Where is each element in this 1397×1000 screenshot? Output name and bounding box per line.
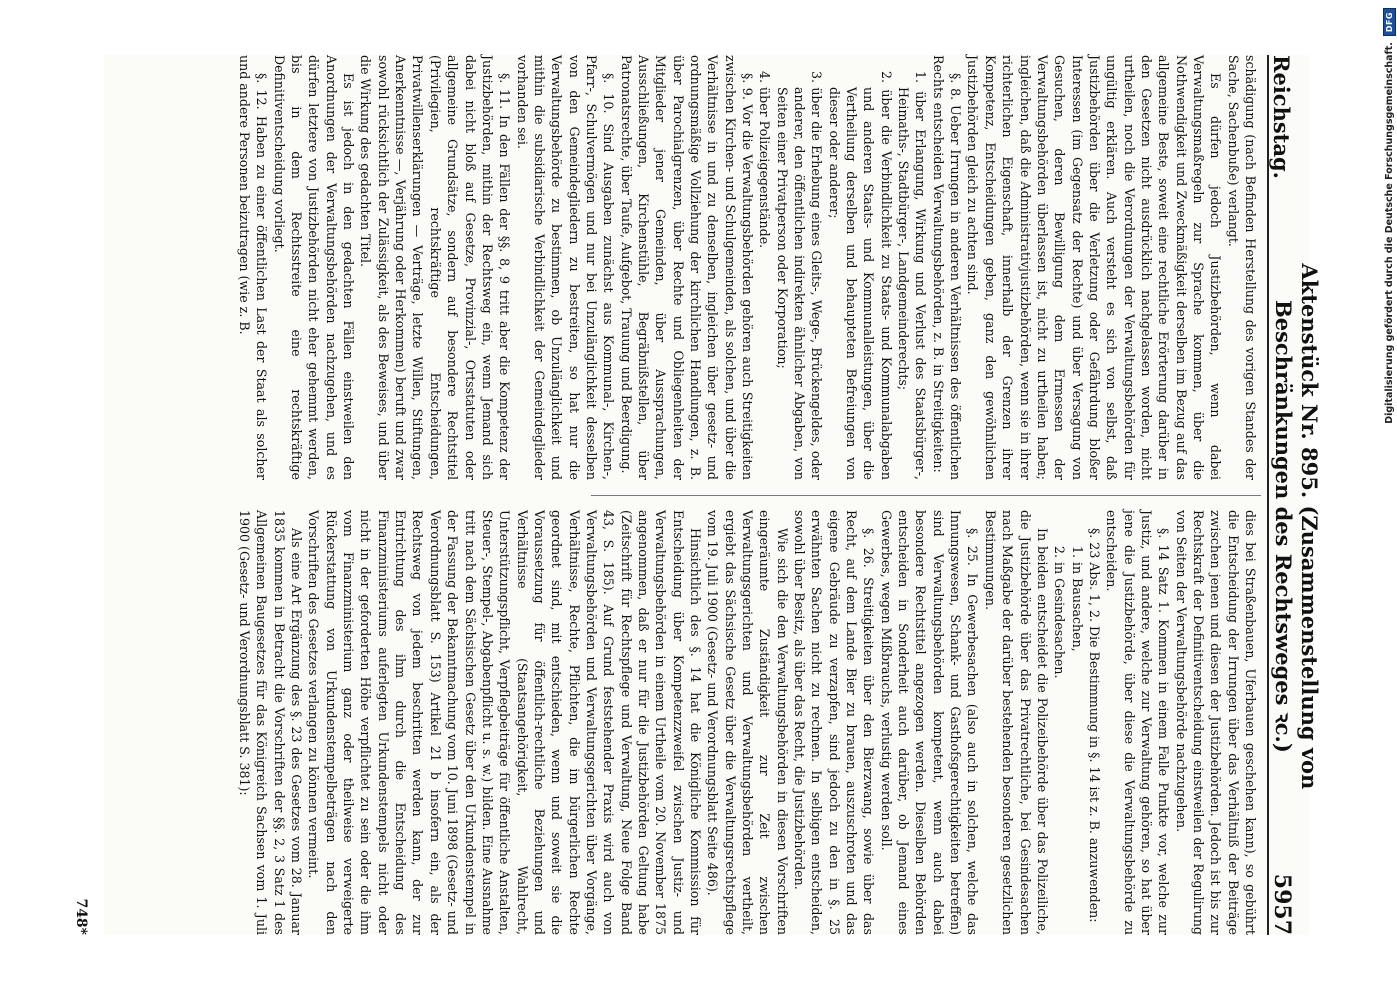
left-column [236, 55, 1259, 480]
paragraph: §. 26. Streitigkeiten über den Bierzwang, sowie über das Recht, auf dem Lande Bier zu brauen, auszuschroten und das eigene Gebräude zu verzapfen, sind jedoch zu den in §. 25 erwähnten Sachen nicht zu rechnen. In selbigen entscheiden, sowohl über Besitz, als über das Recht, die Justizbehörden. [792, 510, 877, 935]
dfg-logo: DFG [1383, 8, 1396, 36]
digitization-note [1382, 8, 1396, 992]
paragraph: In beiden entscheidet die Polizeibehörde über das Polizeiliche, die Justizbehörde über das Privatrechtliche, bei Gesindesachen nach Maßgabe der darüber bestehenden besonderen gesetzlichen Bestimmungen. [982, 510, 1050, 935]
paragraph: Es dürfen jedoch Justizbehörden, wenn dabei Verwaltungsmaßregeln zur Sprache kommen, über die Nothwendigkeit und Zweckmäßigkeit derselben im Bezug auf das allgemeine Beste, soweit eine rechtliche Erörterung darüber in den Gesetzen nicht ausdrücklich nachgelassen worden, nicht urtheilen, noch die Verordnungen der Verwaltungsbehörden für ungültig erklären. Auch versteht es sich von selbst, daß Justizbehörden über die Verletzung oder Gefährdung bloßer Interessen (im Gegensatz der Rechte) und über Versagung von Gesuchen, deren Bewilligung dem Ermessen der Verwaltungsbehörden überlassen ist, nicht zu urtheilen haben; ingleichen, daß die Administrativjustizbehörden, wenn sie in ihrer richterlichen Eigenschaft, innerhalb der Grenzen ihrer Kompetenz, Entscheidungen geben, ganz den gewöhnlichen Justizbehörden gleich zu achten sind. [965, 55, 1224, 480]
page-signature-mark: 748* [73, 898, 89, 935]
paragraph: §. 10. Sind Ausgaben zunächst aus Kommunal-, Kirchen-, Pfarr-, Schulvermögen und nur bei Unzulänglichkeit desselben von den Gemeindegliedern zu bestreiten, so hat nur die Verwaltungsbehörde zu bestimmen, ob Unzulänglichkeit und mithin die subsidiarische Verbindlichkeit der Gemeindeglieder vorhanden sei. [514, 55, 617, 480]
paragraph: Es ist jedoch in den gedachten Fällen einstweilen den Anordnungen der Verwaltungsbehörden nachzugehen, und es dürfen letztere von Justizbehörden nicht eher gehemmt werden, bis in dem Rechtsstreite eine rechtskräftige Definitiventscheidung vorliegt. [271, 55, 357, 480]
list-item: 3. über die Erhebung eines Gleits-, Wege-, Brückengeldes, oder anderer, den öffentlichen indirekten ähnlicher Abgaben, von Seiten einer Privatperson oder Korporation; [774, 71, 825, 480]
digitization-note-text: Digitalisierung gefördert durch die Deutsche Forschungsgemeinschaft. [1383, 42, 1395, 424]
paragraph: §. 9. Vor die Verwaltungsbehörden gehören auch Streitigkeiten zwischen Kirchen- und Schulgemeinden, als solchen, und über die Verhältnisse in und zu denselben, ingleichen über gesetz- und ordnungsmäßige Vollziehung der kirchlichen Handlungen, z. B. über Parochialgrenzen, über Rechte und Obliegenheiten der Mitglieder jener Gemeinden, über Aussprachungen, Ausschließungen, Kirchenstühle, Begräbnißstellen, über Patronatsrechte, über Taufe, Aufgebot, Trauung und Beerdigung. [618, 55, 756, 480]
list-item: 2. über die Verbindlichkeit zu Staats- und Kommunalabgaben und anderen Staats- und Kommunalleistungen, über die Vertheilung derselben und behaupteten Befreiungen von dieser oder anderer; [826, 71, 894, 480]
paragraph: dies bei Straßenbauen, Uferbauen geschehen kann), so gebührt die Entscheidung der Irrungen über das Verhältniß der Beiträge zwischen jenen und diesen der Justizbehörden. Jedoch ist bis zur Rechtskraft der Definitiventscheidung einstweilen der Regulirung von Seiten der Verwaltungsbehörde nachzugehen. [1173, 510, 1258, 935]
paragraph: §. 23 Abs. 1, 2. Die Bestimmung in §. 14 ist z. B. anzuwenden: [1086, 528, 1102, 923]
list-item: 2. in Gesindesachen. [1052, 546, 1068, 679]
list-item: 1. in Bausachen, [1069, 546, 1085, 652]
paragraph: Hinsichtlich des §. 14 hat die Königliche Kommission für Entscheidung über Kompetenzzweifel zwischen Justiz- und Verwaltungsbehörden in einem Urtheile vom 20. November 1875 angenommen, daß er nur für die Justizbehörden Geltung habe (Zeitschrift für Rechtspflege und Verwaltung, Neue Folge Band 43, S. 185). Auf Grund feststehender Praxis wird auch von Verwaltungsbehörden und Verwaltungsgerichten über Vorgänge, Verhältnisse, Rechte, Pflichten, die im bürgerlichen Rechte geordnet sind, mit entschieden, wenn und soweit sie die Voraussetzung für öffentlich-rechtliche Beziehungen und Verhältnisse (Staatsangehörigkeit, Wahlrecht, Unterstützungspflicht, Verpflegbeiträge für öffentliche Anstalten, Steuer-, Stempel-, Abgabenpflicht u. s. w.) bilden. Eine Ausnahme tritt nach dem Sächsischen Gesetz über den Urkundenstempel in der Fassung der Bekanntmachung vom 10. Juni 1898 (Gesetz- und Verordnungsblatt S. 153) Artikel 21 b insofern ein, als der Rechtsweg von jedem beschritten werden kann, der zur Entrichtung des ihm durch die Entscheidung des Finanzministeriums auferlegten Urkundenstempels nicht oder nicht in der geforderten Höhe verpflichtet zu sein oder die ihm vom Finanzministerium ganz oder theilweise verweigerte Rückerstattung von Urkundenstempelbeträgen nach den Vorschriften des Gesetzes verlangen zu können vermeint. [306, 510, 703, 935]
paragraph: §. 14 Satz 1. Kommen in einem Falle Punkte vor, welche zur Justiz, und andere, welche zur Verwaltung gehören, so hat über jene die Justizbehörde, über diese die Verwaltungsbehörde zu entscheiden. [1104, 510, 1172, 935]
paragraph: Wie sich die den Verwaltungsbehörden in diesen Vorschriften eingeräumte Zuständigkeit zur Zeit zwischen Verwaltungsgerichten und Verwaltungsbehörden vertheilt, ergiebt das Sächsische Gesetz über die Verwaltungsrechtspflege vom 19. Juli 1900 (Gesetz- und Verordnungsblatt Seite 486). [705, 510, 790, 935]
list-item: 4. über Polizeigegenstände. [757, 71, 773, 249]
page-header [1267, 55, 1322, 935]
list-item: 1. über Erlangung, Wirkung und Verlust des Staatsbürger-, Heimaths-, Stadtbürger-, Landgemeinderechts; [896, 71, 929, 480]
paragraph: §. 12. Haben zu einer öffentlichen Last der Staat als solcher und andere Personen beizutragen (wie z. B. [237, 55, 270, 480]
paragraph: §. 8. Ueber Irrungen in anderen Verhältnissen des öffentlichen Rechts entscheiden Verwaltungsbehörden, z. B. in Streitigkeiten: [930, 55, 964, 480]
right-column [236, 510, 1259, 935]
header-title: Aktenstück Nr. 895. (Zusammenstellung von Beschränkungen des Rechtsweges ꝛc.) [1271, 263, 1322, 790]
paragraph: §. 25. In Gewerbesachen (also auch in solchen, welche das Innungswesen, Schank- und Gasthofsgerechtigkeiten betreffen) sind Verwaltungsbehörden kompetent, wenn auch dabei besondere Rechtstitel angezogen werden. Dieselben Behörden entscheiden in Sonderheit auch darüber, ob Jemand eines Gewerbes, wegen Mißbrauchs, verlustig werden soll. [878, 510, 981, 935]
column-divider [591, 495, 1261, 496]
printed-page [73, 55, 1322, 935]
header-page-number: 5957 [1269, 873, 1295, 935]
header-left: Reichstag. [1269, 55, 1294, 179]
paragraph: §. 11. In den Fällen der §§. 8, 9 tritt aber die Kompetenz der Justizbehörden, mithin der Rechtsweg ein, wenn Jemand sich dabei nicht bloß auf Gesetze, Provinzial-, Ortsstatuten oder allgemeine Grundsätze, sondern auf besondere Rechtstitel (Privilegien, rechtskräftige Entscheidungen, Privatwillenserklärungen — Verträge, letzte Willen, Stiftungen, Anerkenntnisse —, Verjährung oder Herkommen) beruft und zwar sowohl rücksichtlich der Zulässigkeit, als des Beweises, und über die Wirkung des gedachten Titel. [358, 55, 513, 480]
paragraph: schädigung (nach Befinden Herstellung des vorigen Standes der Sache, Sachenbuße) verlangt. [1225, 55, 1258, 480]
paragraph: Als eine Art Ergänzung des §. 23 des Gesetzes vom 28. Januar 1835 kommen in Betracht die Vorschriften der §§. 2, 3 Satz 1 des Allgemeinen Baugesetzes für das Königreich Sachsen vom 1. Juli 1900 (Gesetz- und Verordnungsblatt S. 381): [237, 510, 305, 935]
